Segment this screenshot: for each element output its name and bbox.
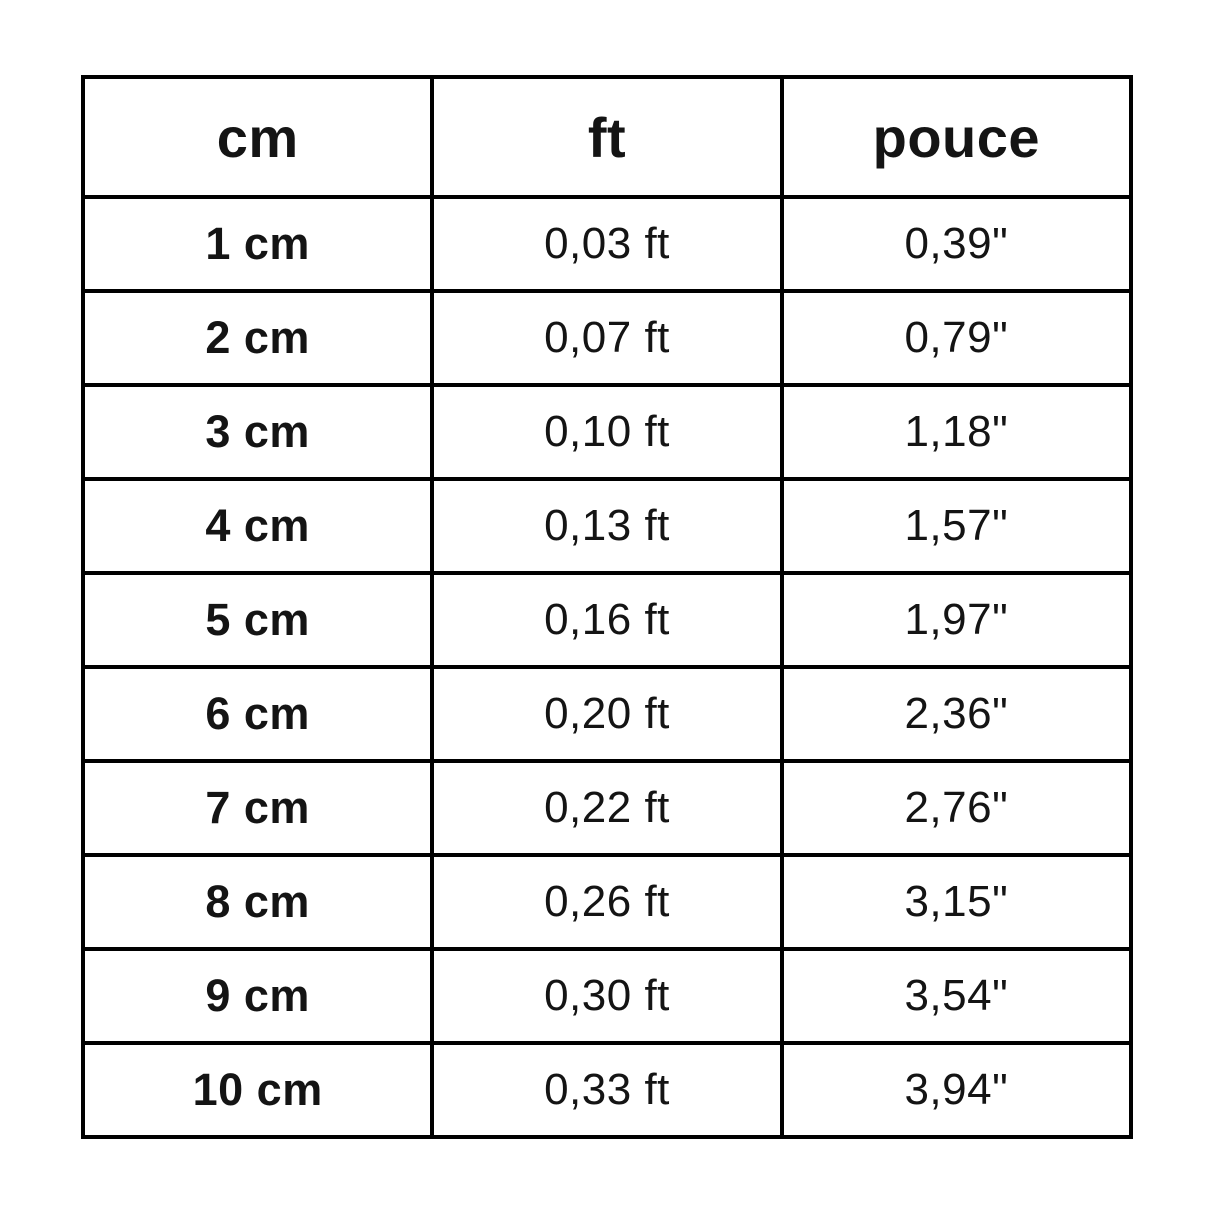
cell-cm: 9 cm xyxy=(83,949,432,1043)
header-cm: cm xyxy=(83,77,432,197)
cell-ft: 0,16 ft xyxy=(432,573,781,667)
cell-ft: 0,20 ft xyxy=(432,667,781,761)
cell-cm: 5 cm xyxy=(83,573,432,667)
cell-ft: 0,26 ft xyxy=(432,855,781,949)
cell-ft: 0,22 ft xyxy=(432,761,781,855)
cell-ft: 0,07 ft xyxy=(432,291,781,385)
cell-ft: 0,03 ft xyxy=(432,197,781,291)
cell-cm: 1 cm xyxy=(83,197,432,291)
table-row xyxy=(83,479,1131,573)
table-row xyxy=(83,761,1131,855)
cell-pouce: 3,54" xyxy=(782,949,1131,1043)
cell-ft: 0,10 ft xyxy=(432,385,781,479)
header-ft: ft xyxy=(432,77,781,197)
table-row xyxy=(83,667,1131,761)
cell-pouce: 1,57" xyxy=(782,479,1131,573)
cell-cm: 8 cm xyxy=(83,855,432,949)
cell-pouce: 1,18" xyxy=(782,385,1131,479)
cell-pouce: 3,94" xyxy=(782,1043,1131,1137)
cell-cm: 7 cm xyxy=(83,761,432,855)
cell-pouce: 2,36" xyxy=(782,667,1131,761)
header-pouce: pouce xyxy=(782,77,1131,197)
cell-pouce: 0,39" xyxy=(782,197,1131,291)
cm-ft-pouce-conversion-table xyxy=(81,75,1133,1139)
table-row xyxy=(83,385,1131,479)
cell-cm: 2 cm xyxy=(83,291,432,385)
cell-ft: 0,33 ft xyxy=(432,1043,781,1137)
cell-pouce: 1,97" xyxy=(782,573,1131,667)
header-row xyxy=(83,77,1131,197)
cell-pouce: 3,15" xyxy=(782,855,1131,949)
table-row xyxy=(83,573,1131,667)
cell-cm: 3 cm xyxy=(83,385,432,479)
cell-cm: 6 cm xyxy=(83,667,432,761)
cell-ft: 0,13 ft xyxy=(432,479,781,573)
table-row xyxy=(83,197,1131,291)
cell-pouce: 2,76" xyxy=(782,761,1131,855)
table-row xyxy=(83,855,1131,949)
table-row xyxy=(83,949,1131,1043)
table-row xyxy=(83,1043,1131,1137)
cell-cm: 10 cm xyxy=(83,1043,432,1137)
cell-pouce: 0,79" xyxy=(782,291,1131,385)
cell-ft: 0,30 ft xyxy=(432,949,781,1043)
table-row xyxy=(83,291,1131,385)
cell-cm: 4 cm xyxy=(83,479,432,573)
